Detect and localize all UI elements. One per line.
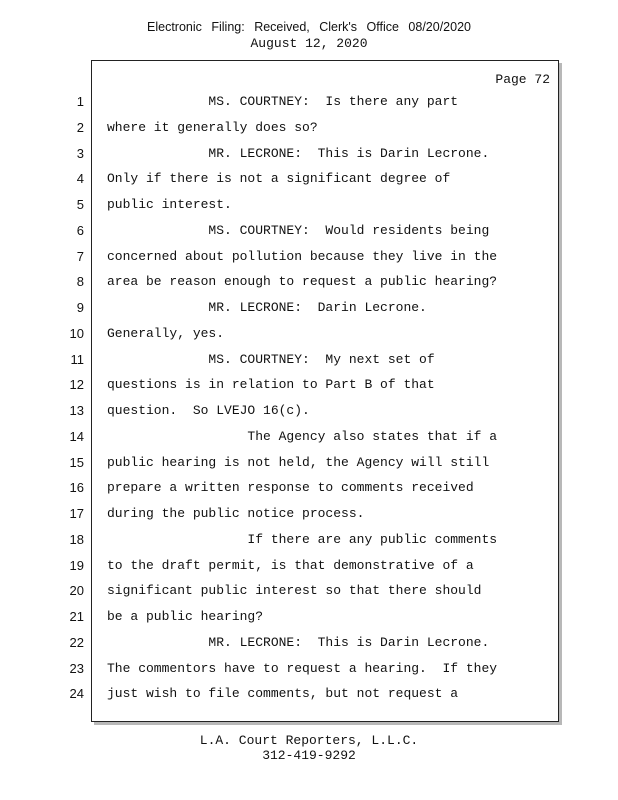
transcript-line [0, 455, 618, 475]
line-text: Only if there is not a significant degree of [107, 171, 451, 187]
line-text: If there are any public comments [107, 531, 498, 547]
transcript-line [0, 686, 618, 706]
line-number: 4 [76, 171, 84, 187]
transcript-line [0, 146, 618, 166]
line-text: MR. LECRONE: This is Darin Lecrone. [107, 634, 490, 650]
line-text: The commentors have to request a hearing. If they [107, 660, 498, 676]
line-number: 8 [76, 274, 84, 290]
line-number: 15 [69, 454, 84, 470]
filing-stamp: Electronic Filing: Received, Clerk's Office 08/20/2020 [147, 20, 471, 34]
line-number: 23 [69, 660, 84, 676]
line-number: 5 [76, 197, 84, 212]
transcript-line [0, 223, 618, 243]
transcript-line [0, 94, 618, 114]
line-number: 13 [69, 403, 84, 418]
transcript-line [0, 635, 618, 655]
line-text: question. So LVEJO 16(c). [107, 403, 310, 418]
transcript-line [0, 197, 618, 217]
line-text: MR. LECRONE: This is Darin Lecrone. [107, 145, 490, 161]
line-text: during the public notice process. [107, 506, 365, 521]
line-number: 19 [69, 557, 84, 573]
page-number: Page 72 [495, 72, 550, 87]
line-number: 17 [69, 506, 84, 521]
transcript-line [0, 300, 618, 320]
line-text: just wish to file comments, but not request a [107, 686, 459, 702]
line-text: questions is in relation to Part B of that [107, 377, 435, 393]
line-number: 11 [70, 351, 84, 367]
line-number: 3 [76, 145, 84, 161]
line-text: MS. COURTNEY: Is there any part [107, 94, 459, 109]
line-text: area be reason enough to request a public hearing? [107, 274, 498, 290]
transcript-line [0, 661, 618, 681]
line-number: 21 [69, 609, 84, 624]
line-text: be a public hearing? [107, 609, 264, 624]
line-text: Generally, yes. [107, 325, 225, 341]
transcript-line [0, 480, 618, 500]
line-text: MS. COURTNEY: Would residents being [107, 222, 490, 238]
transcript-line [0, 249, 618, 269]
transcript-line [0, 506, 618, 526]
line-text: to the draft permit, is that demonstrative of a [107, 557, 474, 573]
line-number: 2 [76, 119, 84, 135]
transcript-line [0, 583, 618, 603]
line-text: MR. LECRONE: Darin Lecrone. [107, 300, 427, 315]
transcript-line [0, 558, 618, 578]
transcript-line [0, 403, 618, 423]
line-text: public hearing is not held, the Agency will still [107, 454, 490, 470]
transcript-line [0, 171, 618, 191]
transcript-line [0, 274, 618, 294]
line-number: 14 [69, 428, 84, 444]
line-number: 10 [69, 325, 84, 341]
line-text: prepare a written response to comments received [107, 480, 474, 496]
transcript-line [0, 352, 618, 372]
reporter-company: L.A. Court Reporters, L.L.C. [199, 733, 419, 748]
line-number: 1 [76, 94, 84, 109]
transcript-line [0, 326, 618, 346]
transcript-line [0, 609, 618, 629]
line-text: MS. COURTNEY: My next set of [107, 351, 435, 367]
transcript-line [0, 532, 618, 552]
transcript-line [0, 429, 618, 449]
line-number: 12 [69, 377, 84, 393]
transcript-date: August 12, 2020 [250, 36, 368, 51]
line-text: significant public interest so that there should [107, 583, 482, 599]
line-text: concerned about pollution because they live in the [107, 248, 498, 264]
line-number: 9 [76, 300, 84, 315]
line-text: where it generally does so? [107, 119, 318, 135]
line-number: 16 [69, 480, 84, 496]
line-number: 6 [76, 222, 84, 238]
line-number: 7 [76, 248, 84, 264]
line-number: 22 [69, 634, 84, 650]
transcript-line [0, 120, 618, 140]
reporter-phone: 312-419-9292 [262, 748, 356, 763]
reporter-footer [0, 733, 618, 763]
line-number: 24 [69, 686, 84, 702]
line-text: public interest. [107, 197, 232, 212]
line-text: The Agency also states that if a [107, 428, 498, 444]
transcript-line [0, 377, 618, 397]
line-number: 18 [69, 531, 84, 547]
line-number: 20 [69, 583, 84, 599]
